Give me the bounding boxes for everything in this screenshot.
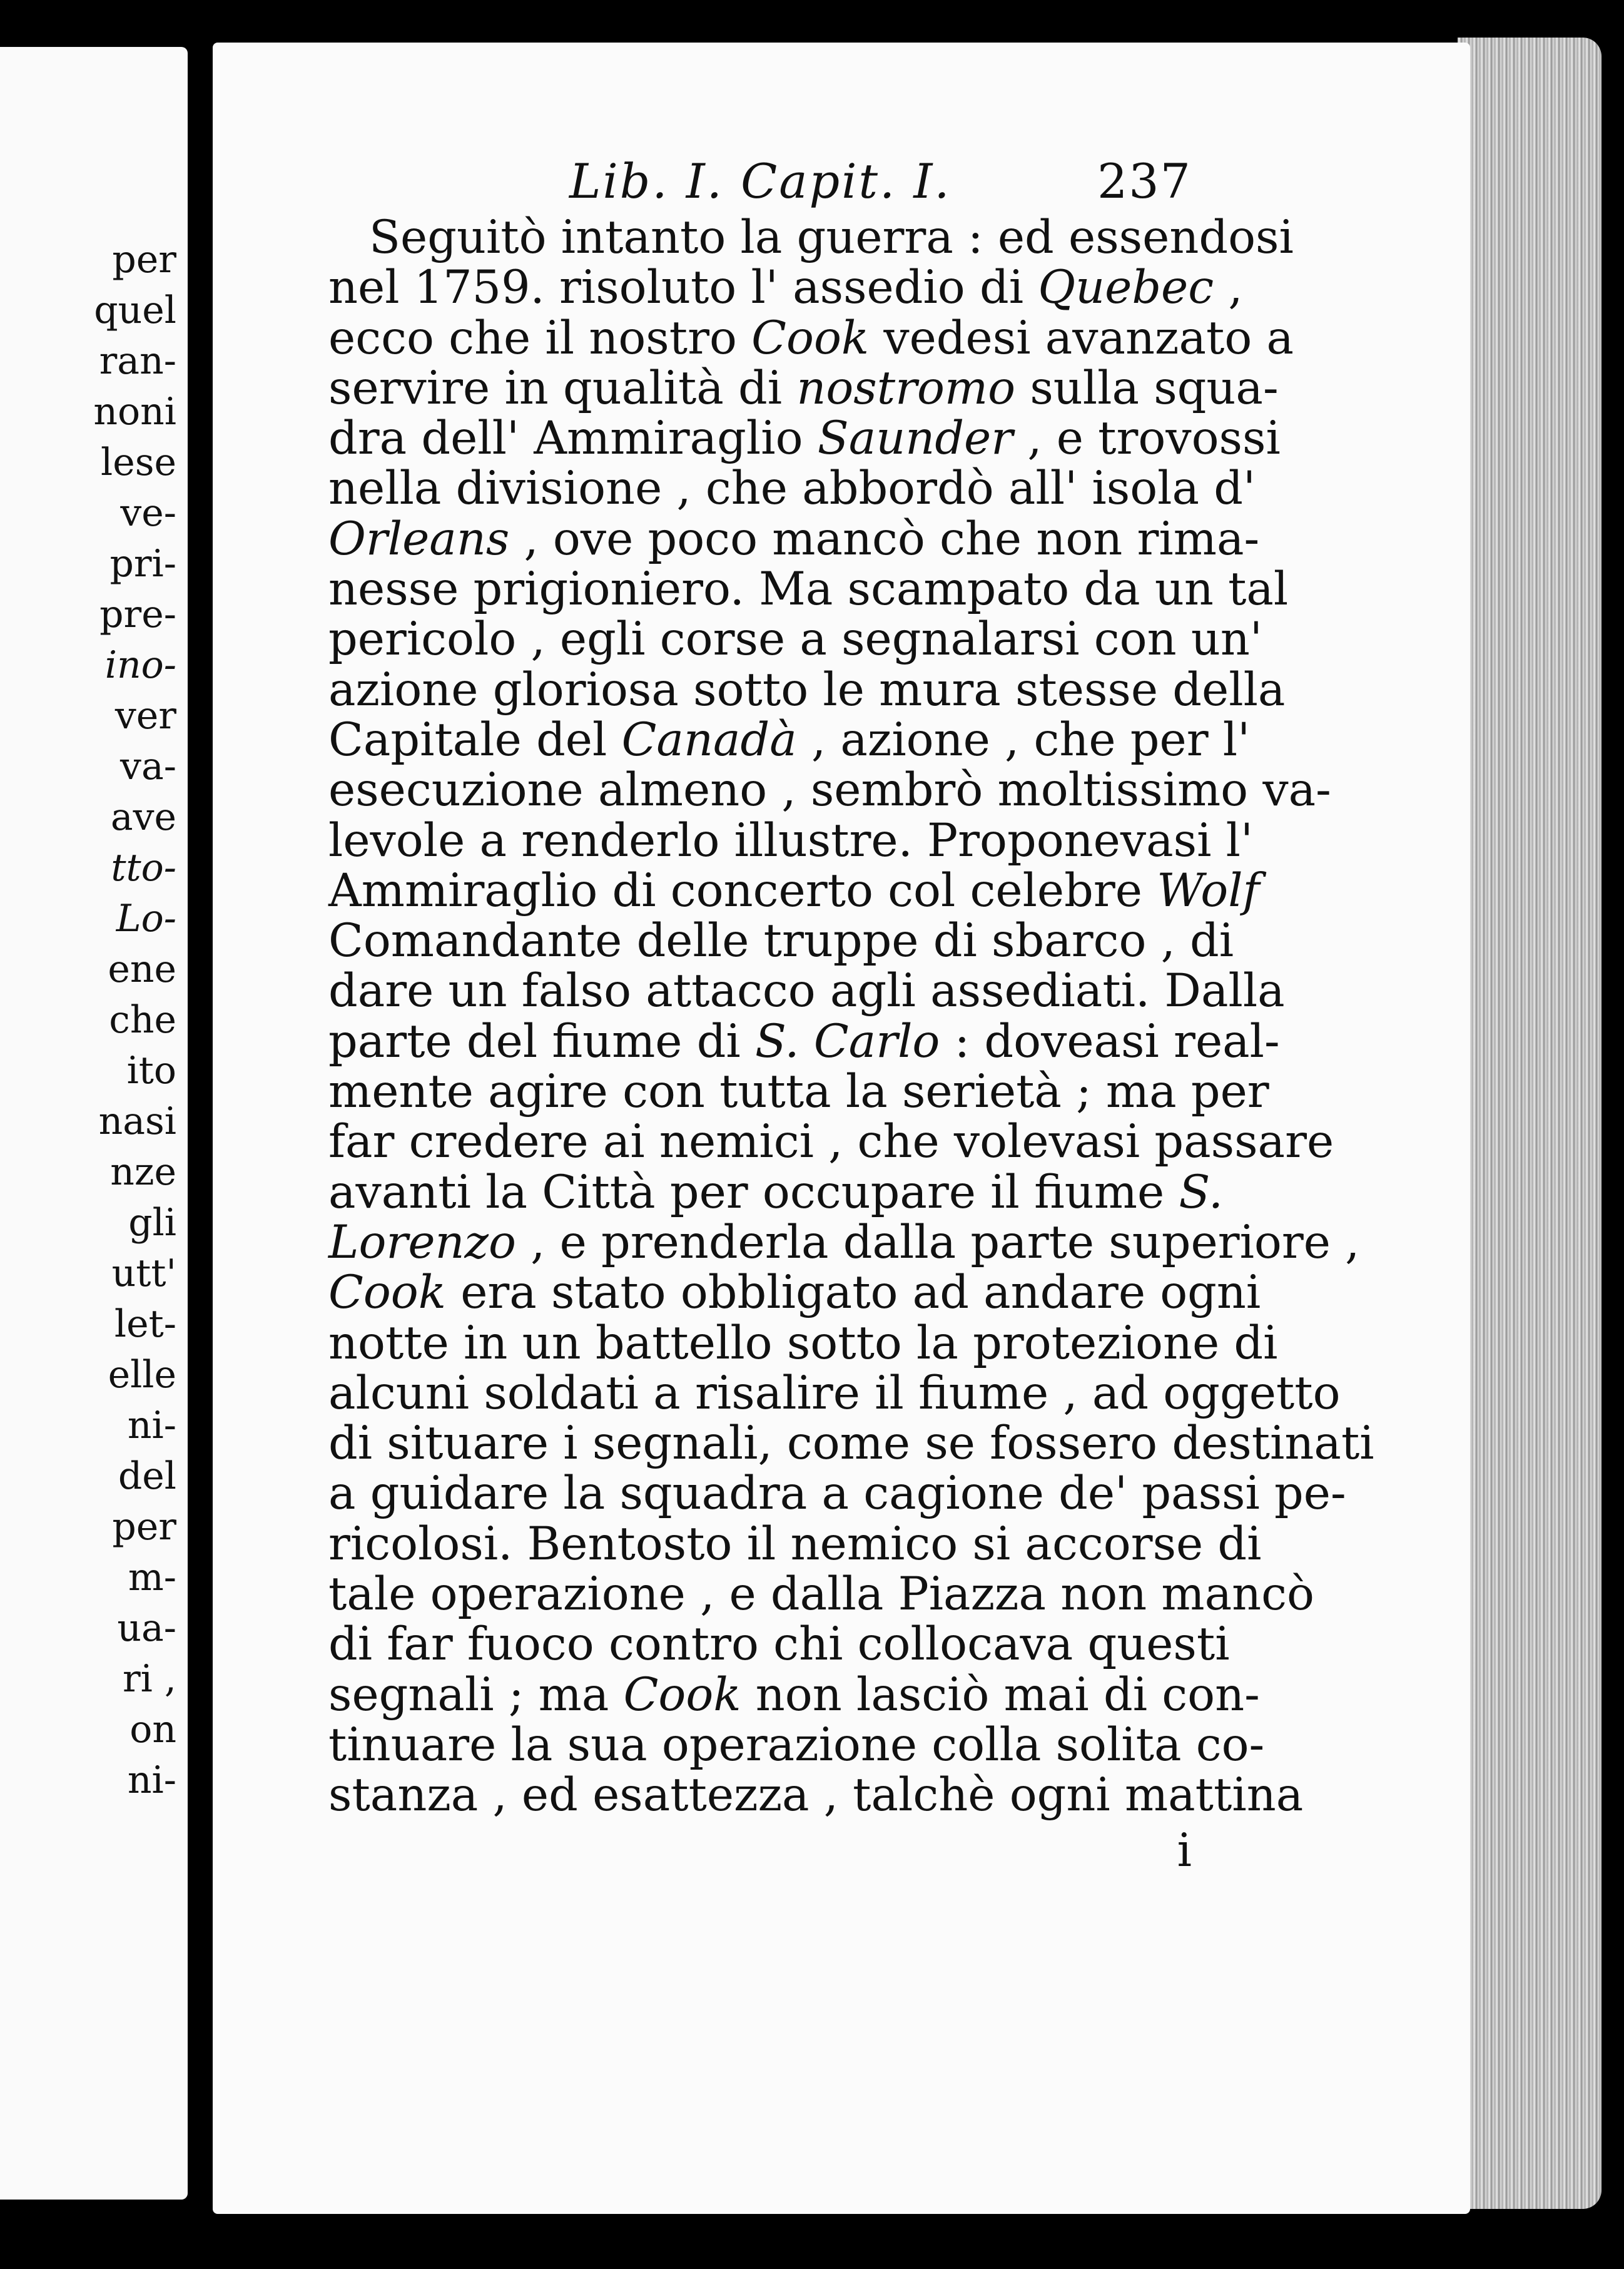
left-line-fragment: utt' [111,1252,176,1295]
italic-name: Lorenzo [328,1215,516,1269]
running-title: Lib. I. Capit. I. [569,153,952,209]
left-line-fragment: let- [114,1302,176,1346]
text-span: avanti la Città per occupare il fiume [328,1165,1179,1219]
text-span: ricolosi. Bentosto il nemico si accorse di [328,1517,1262,1571]
text-line [328,1014,1280,1068]
italic-name: S. [1179,1165,1224,1219]
text-span: di far fuoco contro chi collocava questi [328,1618,1230,1671]
left-line-fragment: va- [120,745,176,788]
text-span: Ammiraglio di concerto col celebre [328,864,1157,917]
italic-name: Quebec [1038,261,1214,315]
text-line [328,462,1256,516]
text-line [328,412,1281,466]
left-line-fragment: ino- [104,643,176,687]
left-line-fragment: nze [110,1150,176,1194]
italic-name: Orleans [328,512,510,566]
text-line [328,964,1285,1018]
text-line [328,563,1289,616]
text-line [328,663,1286,716]
text-span: Capitale del [328,713,622,767]
text-line [328,311,1294,365]
text-span: azione gloriosa sotto le mura stesse della [328,663,1286,716]
text-span: notte in un battello sotto la protezione di [328,1316,1278,1370]
text-line [328,1366,1341,1420]
text-line [328,1165,1224,1219]
text-span: esecuzione almeno , sembrò moltissimo va- [328,763,1331,817]
left-line-fragment: m- [128,1556,176,1599]
left-line-fragment: che [109,998,176,1042]
italic-name: Saunder [817,412,1013,466]
text-line [328,1718,1265,1772]
left-line-fragment: elle [108,1353,176,1397]
italic-name: Cook [328,1266,446,1320]
text-line [328,261,1243,315]
text-span: Comandante delle truppe di sbarco , di [328,914,1234,968]
italic-name: S. Carlo [755,1014,940,1068]
text-span: dare un falso attacco agli assediati. Dalla [328,964,1285,1018]
left-line-fragment: ver [114,694,176,738]
text-line [328,361,1279,415]
text-line [328,763,1331,817]
text-line [328,1768,1304,1822]
text-span: parte del fiume di [328,1014,755,1068]
left-line-fragment: ri , [122,1657,176,1701]
left-line-fragment: ni- [127,1758,176,1802]
text-span: Seguitò intanto la guerra : ed essendosi [369,211,1294,264]
text-span: servire in qualità di [328,361,797,415]
italic-name: nostromo [796,361,1016,415]
text-line [328,1316,1278,1370]
text-span: vedesi avanzato a [869,311,1294,365]
text-span: : doveasi real- [940,1014,1280,1068]
text-span: a guidare la squadra a cagione de' passi pe- [328,1467,1346,1521]
left-line-fragment: ua- [117,1606,176,1650]
catchword: i [1177,1824,1192,1877]
book-page-edges [1458,38,1601,2209]
italic-name: Wolf [1157,864,1260,917]
text-span: tale operazione , e dalla Piazza non mancò [328,1568,1314,1621]
italic-name: Cook [751,311,870,365]
text-line [328,512,1260,566]
left-line-fragment: noni [93,390,176,434]
text-span: dra dell' Ammiraglio [328,412,818,466]
left-page-text [0,235,188,1806]
text-span: nesse prigioniero. Ma scampato da un tal [328,563,1289,616]
text-span: , [1214,261,1243,315]
text-span: , azione , che per l' [796,713,1251,767]
left-line-fragment: ni- [127,1404,176,1447]
text-span: sulla squa- [1015,361,1279,415]
running-head [363,153,1192,216]
text-line [328,864,1260,917]
text-line [328,1266,1261,1320]
text-span: , e trovossi [1013,412,1281,466]
left-line-fragment: tto- [111,846,176,890]
text-line [328,1065,1269,1119]
body-text [328,211,1374,1822]
text-span: levole a renderlo illustre. Proponevasi l' [328,813,1254,867]
text-span: era stato obbligato ad andare ogni [446,1266,1261,1320]
left-line-fragment: nasi [98,1099,176,1143]
left-line-fragment: Lo- [116,897,176,941]
left-line-fragment: ve- [120,491,176,535]
left-line-fragment: ran- [99,339,176,383]
left-line-fragment: on [129,1708,176,1751]
text-line [328,1568,1314,1621]
text-span: far credere ai nemici , che volevasi passare [328,1115,1334,1169]
left-line-fragment: gli [128,1201,176,1245]
text-span: alcuni soldati a risalire il fiume , ad oggetto [328,1366,1341,1420]
text-span: segnali ; ma [328,1668,624,1721]
left-page-edge [0,47,188,2200]
text-span: pericolo , egli corse a segnalarsi con un' [328,613,1262,666]
text-line [328,914,1234,968]
left-line-fragment: ene [108,947,176,991]
text-span: tinuare la sua operazione colla solita co- [328,1718,1265,1772]
text-span: nella divisione , che abbordò all' isola d' [328,462,1256,516]
text-span: stanza , ed esattezza , talchè ogni mattina [328,1768,1304,1822]
text-line [328,211,1294,264]
text-line [328,1467,1346,1521]
text-line [328,1215,1360,1269]
text-span: di situare i segnali, come se fossero destinati [328,1417,1374,1471]
text-line [328,1417,1374,1471]
left-line-fragment: per [112,1505,176,1549]
italic-name: Cook [623,1668,741,1721]
left-line-fragment: quel [94,288,176,332]
left-line-fragment: pri- [109,542,176,586]
text-span: , e prenderla dalla parte superiore , [515,1215,1360,1269]
left-line-fragment: lese [101,441,176,484]
text-span: mente agire con tutta la serietà ; ma per [328,1065,1269,1119]
left-line-fragment: del [118,1454,176,1498]
text-line [328,713,1251,767]
italic-name: Canadà [621,713,797,767]
page-number: 237 [1097,153,1192,209]
text-span: , ove poco mancò che non rima- [509,512,1260,566]
left-line-fragment: ave [110,795,176,839]
text-line [328,813,1254,867]
left-line-fragment: pre- [99,593,176,636]
left-line-fragment: per [112,238,176,282]
text-line [328,1517,1262,1571]
left-line-fragment: ito [126,1049,176,1093]
text-span: nel 1759. risoluto l' assedio di [328,261,1038,315]
text-span: ecco che il nostro [328,311,752,365]
text-line [328,1618,1230,1671]
text-line [328,613,1262,666]
text-line [328,1668,1260,1721]
text-span: non lasciò mai di con- [741,1668,1260,1721]
text-line [328,1115,1334,1169]
